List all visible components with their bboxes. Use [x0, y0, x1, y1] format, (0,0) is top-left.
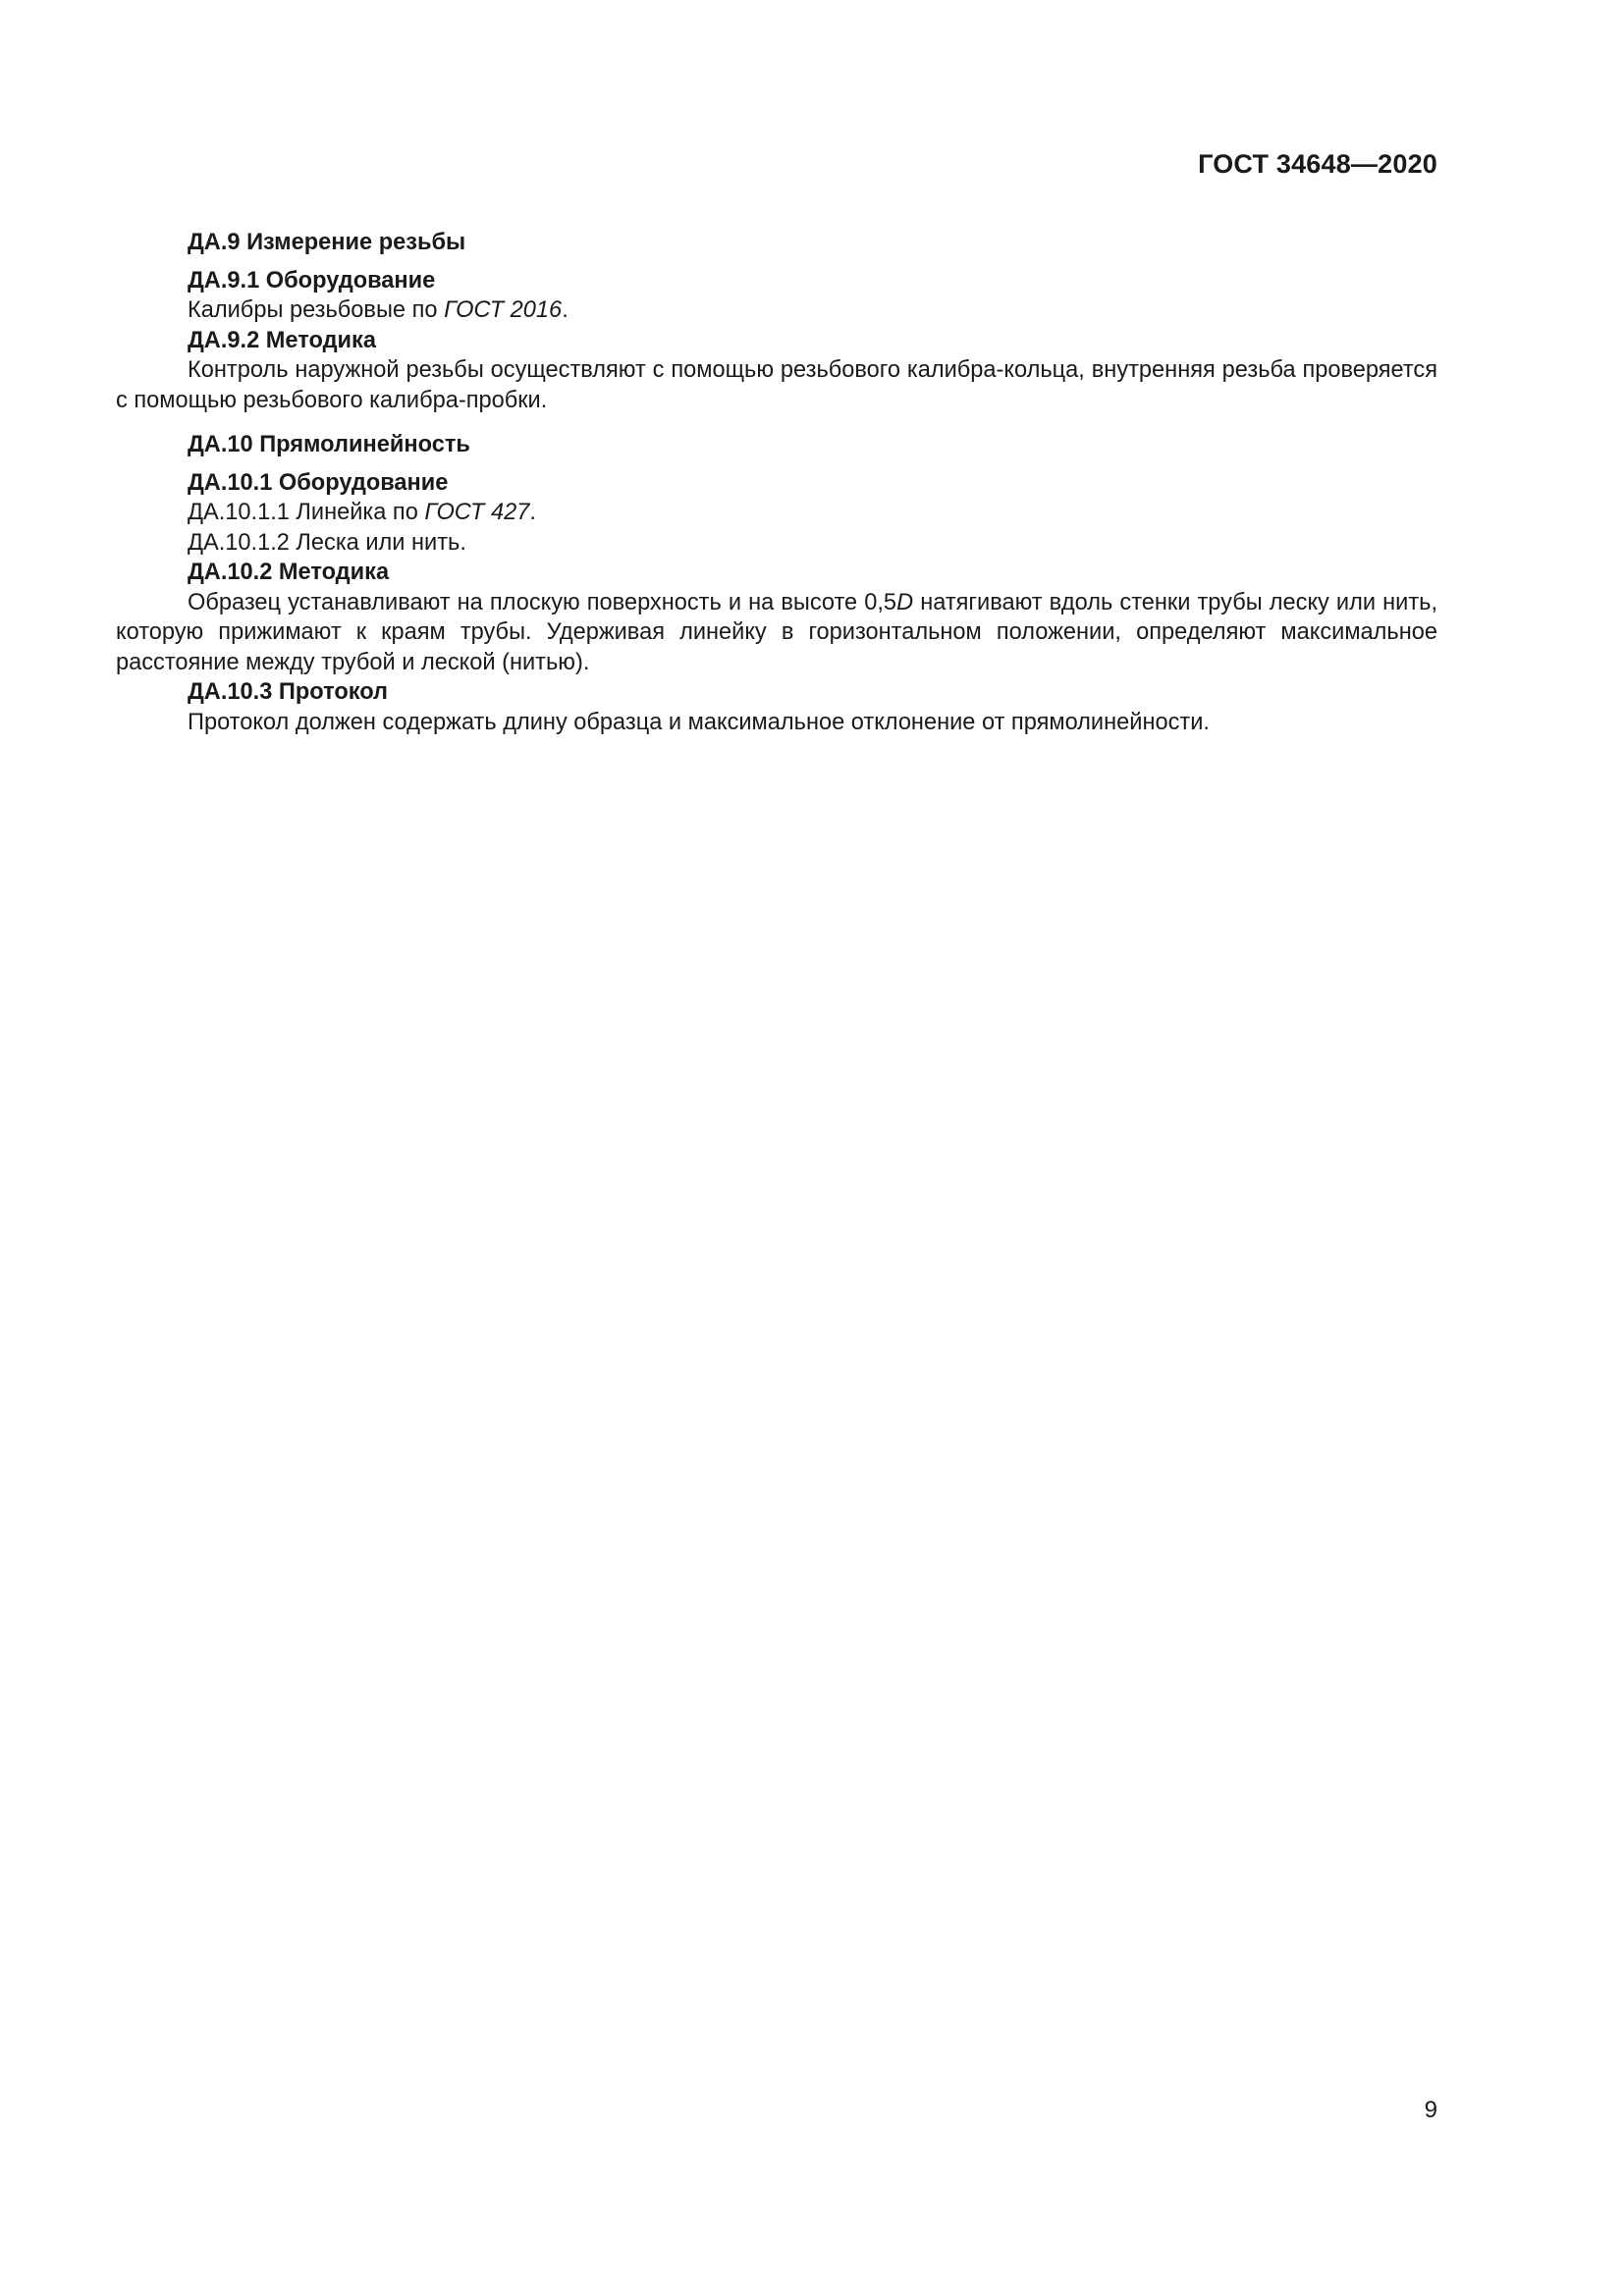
subsection-10-2-paragraph — [116, 588, 1437, 678]
item-10-1-1 — [116, 498, 1437, 528]
subsection-9-1-title: ДА.9.1 Оборудование — [188, 267, 436, 294]
text-fragment: Образец устанавливают на плоскую поверхность и на высоте 0,5 — [188, 589, 897, 615]
document-body — [116, 228, 1437, 737]
subsection-9-2-paragraph: Контроль наружной резьбы осуществляют с помощью резьбового калибра-кольца, внутренняя резьба проверяется с помощью резьбового калибра-пробки. — [116, 357, 1437, 413]
page-number: 9 — [1424, 2097, 1437, 2123]
subsection-10-1-title: ДА.10.1 Оборудование — [188, 469, 449, 496]
item-10-1-2: ДА.10.1.2 Леска или нить. — [188, 529, 466, 556]
text-fragment: . — [529, 500, 536, 525]
text-fragment: Калибры резьбовые по — [188, 297, 445, 323]
section-9-title: ДА.9 Измерение резьбы — [188, 230, 466, 255]
text-fragment: . — [562, 297, 568, 323]
section-10-title: ДА.10 Прямолинейность — [188, 432, 470, 457]
subsection-9-1-text — [116, 295, 1437, 326]
subsection-9-2-title: ДА.9.2 Методика — [188, 327, 376, 353]
text-fragment: натягивают вдоль стенки трубы леску или нить, которую прижимают к краям трубы. Удерживая линейку в горизонтальном положении, определяют максимальное расстояние между трубой и леской (нитью). — [116, 589, 1438, 675]
text-fragment: ДА.10.1.1 Линейка по — [188, 500, 425, 525]
subsection-10-3-title: ДА.10.3 Протокол — [188, 679, 389, 705]
standard-reference: ГОСТ 427 — [424, 500, 530, 525]
variable-d: D — [896, 589, 914, 615]
subsection-10-3-text: Протокол должен содержать длину образца и максимальное отклонение от прямолинейности. — [188, 709, 1210, 735]
subsection-10-2-title: ДА.10.2 Методика — [188, 560, 390, 585]
standard-reference: ГОСТ 2016 — [444, 297, 563, 323]
document-code: ГОСТ 34648—2020 — [1198, 149, 1437, 179]
